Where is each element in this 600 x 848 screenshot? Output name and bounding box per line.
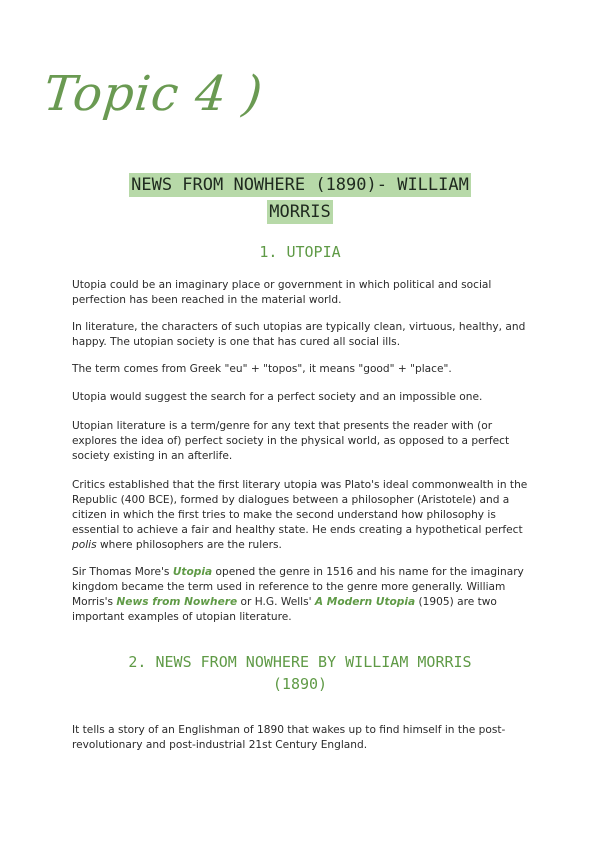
section-2-heading-line-1: 2. NEWS FROM NOWHERE BY WILLIAM MORRIS (128, 653, 472, 671)
paragraph-thomas-more (72, 565, 528, 625)
polis-term: polis (72, 539, 97, 551)
title-line-2: MORRIS (269, 202, 331, 222)
paragraph-utopia-characters: In literature, the characters of such utopias are typically clean, virtuous, healthy, and happy. The utopian society is one that has cured all social ills. (72, 321, 526, 348)
modern-utopia-title: A Modern Utopia (314, 596, 416, 608)
topic-heading: Topic 4 ) (41, 66, 266, 122)
paragraph-story-summary: It tells a story of an Englishman of 1890 that wakes up to find himself in the post-revolutionary and post-industrial 21st Century England. (72, 724, 506, 751)
paragraph-utopia-search: Utopia would suggest the search for a perfect society and an impossible one. (72, 391, 483, 403)
paragraph-utopian-literature: Utopian literature is a term/genre for any text that presents the reader with (or explores the idea of) perfect society in the physical world, as opposed to a perfect society existing in an afterlife. (72, 420, 510, 462)
section-2-heading-line-2: (1890) (272, 675, 328, 693)
more-text-3: or H.G. Wells' (237, 596, 315, 608)
more-text-4: (1905) are two important examples of utopian literature. (72, 596, 497, 623)
paragraph-plato-republic (72, 478, 528, 553)
document-title (70, 172, 530, 226)
section-2-heading (70, 651, 530, 695)
section-1-heading: 1. UTOPIA (259, 243, 341, 261)
title-line-1: NEWS FROM NOWHERE (1890)- WILLIAM (131, 175, 469, 195)
plato-text-2: where philosophers are the rulers. (96, 539, 282, 551)
paragraph-utopia-etymology: The term comes from Greek "eu" + "topos", it means "good" + "place". (72, 363, 452, 375)
utopia-book-title: Utopia (172, 566, 213, 578)
more-text-1: Sir Thomas More's (72, 566, 173, 578)
plato-text-1: Critics established that the first literary utopia was Plato's ideal commonwealth in the Republic (400 BCE), formed by dialogues between a philosopher (Aristotele) and a citizen in which the first tries to make the second understand how philosophy is essential to achieve a fair and healthy state. He ends creating a hypothetical perfect (72, 479, 528, 536)
more-text-2: opened the genre in 1516 and his name for the imaginary kingdom became the term used in reference to the genre more generally. William Morris's (72, 566, 524, 608)
news-from-nowhere-title: News from Nowhere (116, 596, 238, 608)
paragraph-utopia-definition: Utopia could be an imaginary place or government in which political and social perfection has been reached in the material world. (72, 279, 492, 306)
